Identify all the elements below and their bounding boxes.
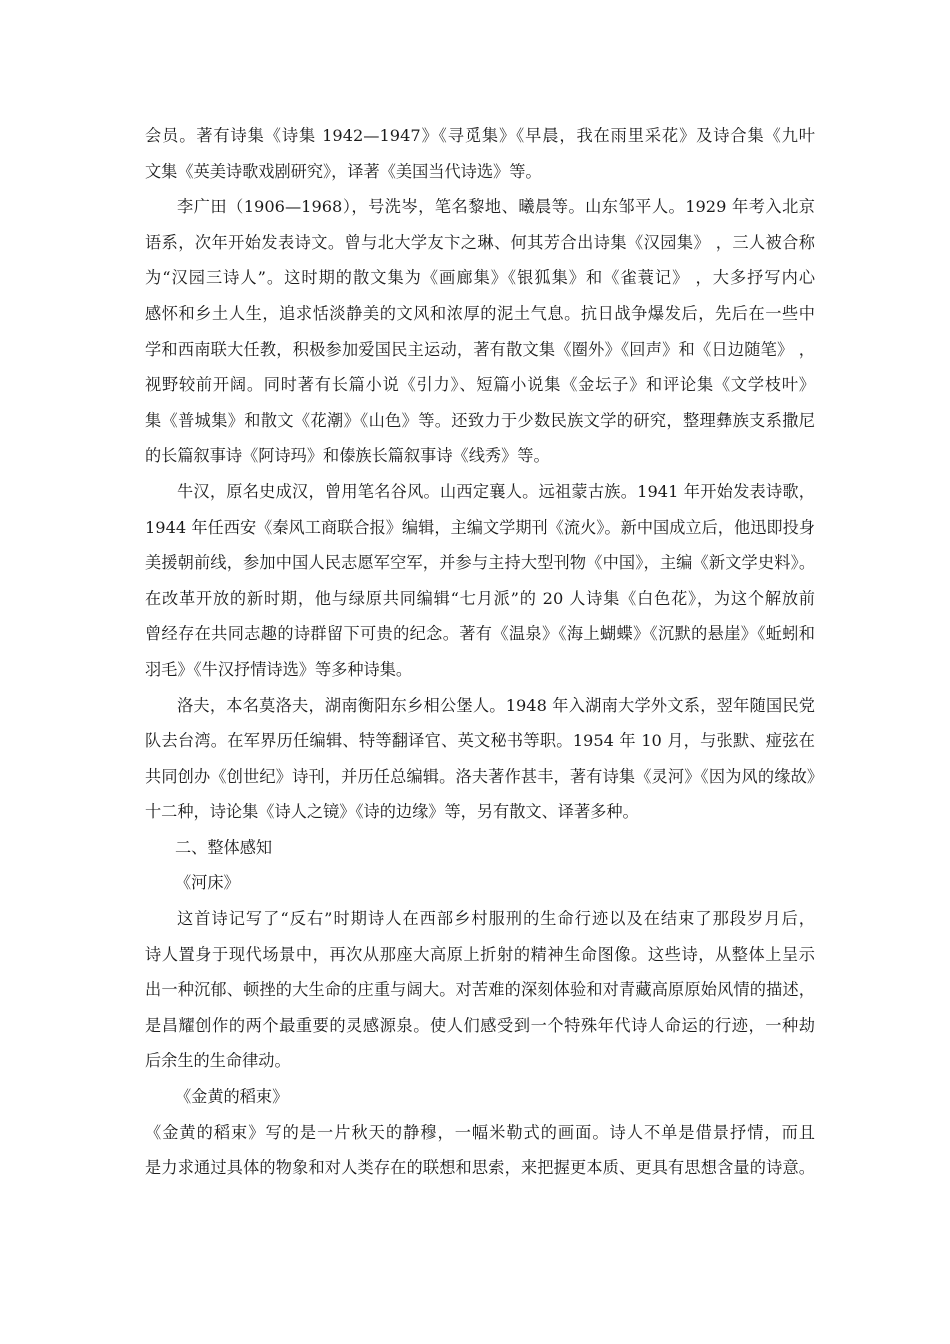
- text-line: 《金黄的稻束》写的是一片秋天的静穆，一幅米勒式的画面。诗人不单是借景抒情，而且: [145, 1122, 815, 1142]
- text-line: 洛夫，本名莫洛夫，湖南衡阳东乡相公堡人。1948 年入湖南大学外文系，翌年随国民党: [177, 695, 815, 715]
- text-line: 视野较前开阔。同时著有长篇小说《引力》、短篇小说集《金坛子》和评论集《文学枝叶》: [145, 375, 815, 395]
- poem-title: 《金黄的稻束》: [175, 1087, 289, 1107]
- poem-title: 《河床》: [175, 873, 240, 893]
- text-line: 是力求通过具体的物象和对人类存在的联想和思索，来把握更本质、更具有思想含量的诗意。: [145, 1158, 815, 1178]
- text-line: 队去台湾。在军界历任编辑、特等翻译官、英文秘书等职。1954 年 10 月，与张默、痖弦在: [145, 731, 815, 751]
- paragraph-poem-jin-huang-de-dao-shu: [145, 1115, 815, 1186]
- text-line: 后余生的生命律动。: [145, 1051, 291, 1071]
- text-line: 羽毛》《牛汉抒情诗选》等多种诗集。: [145, 659, 413, 679]
- text-line: 在改革开放的新时期，他与绿原共同编辑“七月派”的 20 人诗集《白色花》，为这个解放前: [145, 588, 815, 608]
- text-line: 集《普城集》和散文《花潮》《山色》等。还致力于少数民族文学的研究，整理彝族支系撒尼: [145, 410, 815, 430]
- text-line: 语系，次年开始发表诗文。曾与北大学友卞之琳、何其芳合出诗集《汉园集》 ，三人被合称: [145, 232, 815, 252]
- text-line: 会员。著有诗集《诗集 1942—1947》《寻觅集》《早晨，我在雨里采花》及诗合集《九叶: [145, 126, 815, 145]
- text-line: 文集《英美诗歌戏剧研究》，译著《美国当代诗选》等。: [145, 161, 542, 181]
- paragraph-niu-han: [145, 474, 815, 688]
- paragraph-zheng-min-continued: [145, 118, 815, 189]
- text-line: 这首诗记写了“反右”时期诗人在西部乡村服刑的生命行迹以及在结束了那段岁月后，: [177, 909, 815, 929]
- paragraph-li-guangtian: [145, 189, 815, 474]
- paragraph-poem-he-chuang: [145, 901, 815, 1079]
- text-line: 出一种沉郁、顿挫的大生命的庄重与阔大。对苦难的深刻体验和对青藏高原原始风情的描述，: [145, 980, 815, 1000]
- section-heading: 二、整体感知: [175, 837, 273, 857]
- text-line: 1944 年任西安《秦风工商联合报》编辑，主编文学期刊《流火》。新中国成立后，他迅即投身: [145, 517, 815, 537]
- text-line: 牛汉，原名史成汉，曾用笔名谷风。山西定襄人。远祖蒙古族。1941 年开始发表诗歌，: [177, 481, 815, 501]
- text-line: 是昌耀创作的两个最重要的灵感源泉。使人们感受到一个特殊年代诗人命运的行迹，一种劫: [145, 1015, 815, 1035]
- text-line: 学和西南联大任教，积极参加爱国民主运动，著有散文集《圈外》《回声》和《日边随笔》 ，: [145, 339, 815, 359]
- text-line: 的长篇叙事诗《阿诗玛》和傣族长篇叙事诗《线秀》等。: [145, 446, 550, 466]
- text-line: 曾经存在共同志趣的诗群留下可贵的纪念。著有《温泉》《海上蝴蝶》《沉默的悬崖》《蚯蚓和: [145, 624, 815, 644]
- text-line: 为“汉园三诗人”。这时期的散文集为《画廊集》《银狐集》和《雀蓑记》 ，大多抒写内心: [145, 268, 815, 288]
- text-line: 十二种，诗论集《诗人之镜》《诗的边缘》等，另有散文、译著多种。: [145, 802, 639, 822]
- paragraph-luo-fu: [145, 688, 815, 830]
- document-body: [145, 118, 815, 1186]
- text-line: 李广田（1906—1968），号洗岑，笔名黎地、曦晨等。山东邹平人。1929 年考入北京: [177, 197, 815, 217]
- text-line: 共同创办《创世纪》诗刊，并历任总编辑。洛夫著作甚丰，著有诗集《灵河》《因为风的缘故》: [145, 766, 815, 786]
- text-line: 诗人置身于现代场景中，再次从那座大高原上折射的精神生命图像。这些诗，从整体上呈示: [145, 944, 815, 964]
- text-line: 感怀和乡土人生，追求恬淡静美的文风和浓厚的泥土气息。抗日战争爆发后，先后在一些中: [145, 303, 815, 323]
- text-line: 美援朝前线，参加中国人民志愿军空军，并参与主持大型刊物《中国》，主编《新文学史料》。: [145, 553, 815, 573]
